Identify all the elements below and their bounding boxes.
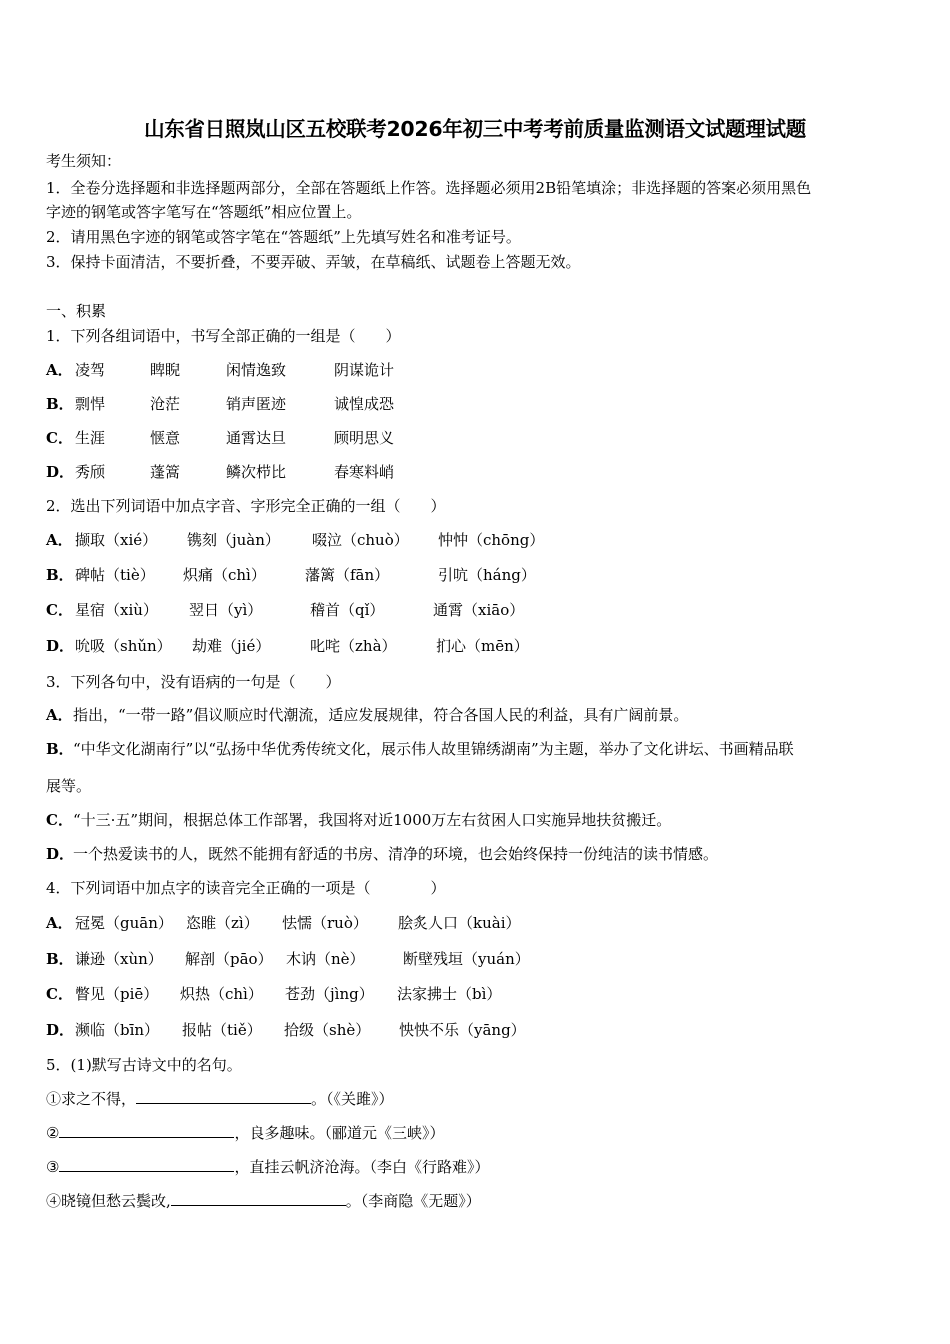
option-word: 生涯 — [75, 429, 106, 447]
q1-option-b — [46, 394, 906, 414]
q3-option-d — [46, 844, 718, 864]
line-prefix: ④晓镜但愁云鬓改, — [46, 1192, 171, 1210]
notice-item-3: 3．保持卡面清洁，不要折叠，不要弄破、弄皱，在草稿纸、试题卷上答题无效。 — [46, 253, 581, 271]
option-word: 通霄（xiāo） — [433, 601, 525, 619]
option-word: 剽悍 — [75, 395, 106, 413]
option-word: 阴谋诡计 — [334, 361, 395, 379]
option-word: 惬意 — [150, 429, 181, 447]
q2-option-d — [46, 636, 906, 656]
option-word: 炽痛（chì） — [183, 566, 266, 584]
line-suffix: ，直挂云帆济沧海。（李白《行路难》） — [234, 1158, 490, 1176]
q1-option-d — [46, 462, 906, 482]
q3-option-b-cont: 展等。 — [46, 777, 92, 795]
option-word: 解剖（pāo） — [185, 950, 273, 968]
option-word: 忡忡（chōng） — [438, 531, 545, 549]
q5-line-4 — [46, 1191, 481, 1211]
option-word: 顾明思义 — [334, 429, 395, 447]
line-suffix: 。（李商隐《无题》） — [345, 1192, 481, 1210]
notice-heading: 考生须知： — [46, 152, 122, 170]
q3-option-b — [46, 739, 794, 759]
q2-option-a — [46, 530, 906, 550]
option-word: 春寒料峭 — [334, 463, 395, 481]
q5-line-1 — [46, 1089, 394, 1109]
notice-item-1-cont: 字迹的钢笔或答字笔写在“答题纸”相应位置上。 — [46, 203, 362, 221]
notice-item-2: 2．请用黑色字迹的钢笔或答字笔在“答题纸”上先填写姓名和准考证号。 — [46, 228, 521, 246]
option-word: 星宿（xiù） — [75, 601, 158, 619]
option-word: 报帖（tiě） — [182, 1021, 262, 1039]
q2-option-c — [46, 600, 906, 620]
option-label: B． — [46, 395, 74, 413]
option-label: B． — [46, 950, 74, 968]
option-word: 沧茫 — [150, 395, 181, 413]
option-word: 睥睨 — [150, 361, 181, 379]
option-label: A． — [46, 531, 73, 549]
option-word: 碑帖（tiè） — [75, 566, 155, 584]
option-label: B． — [46, 566, 74, 584]
option-word: 翌日（yì） — [189, 601, 263, 619]
option-word: 劫难（jié） — [192, 637, 271, 655]
line-prefix: ③ — [46, 1158, 60, 1176]
option-word: 怯懦（ruò） — [282, 914, 368, 932]
option-label: D． — [46, 1021, 75, 1039]
option-word: 诚惶成恐 — [334, 395, 395, 413]
q3-option-a — [46, 705, 688, 725]
option-word: 稽首（qǐ） — [310, 601, 385, 619]
q5-line-3 — [46, 1157, 489, 1177]
option-text: 指出，“一带一路”倡议顺应时代潮流，适应发展规律，符合各国人民的利益，具有广阔前景。 — [73, 706, 689, 724]
option-word: 炽热（chì） — [180, 985, 263, 1003]
question-5-stem: 5．(1)默写古诗文中的名句。 — [46, 1056, 242, 1074]
option-word: 扪心（mēn） — [436, 637, 529, 655]
option-word: 断壁残垣（yuán） — [403, 950, 530, 968]
option-word: 濒临（bīn） — [75, 1021, 160, 1039]
option-word: 冠冕（guān） — [75, 914, 173, 932]
question-4-stem: 4．下列词语中加点字的读音完全正确的一项是（ ） — [46, 879, 446, 897]
option-word: 闲情逸致 — [226, 361, 287, 379]
line-suffix: ，良多趣味。（郦道元《三峡》） — [234, 1124, 445, 1142]
option-label: C． — [46, 811, 73, 829]
option-word: 吮吸（shǔn） — [75, 637, 172, 655]
option-label: D． — [46, 845, 75, 863]
option-word: 通霄达旦 — [226, 429, 287, 447]
option-word: 蓬篙 — [150, 463, 181, 481]
q3-option-c — [46, 810, 671, 830]
question-2-stem: 2．选出下列词语中加点字音、字形完全正确的一组（ ） — [46, 497, 446, 515]
line-prefix: ①求之不得， — [46, 1090, 137, 1108]
option-word: 鳞次栉比 — [226, 463, 287, 481]
option-label: D． — [46, 637, 75, 655]
option-text: “中华文化湖南行”以“弘扬中华优秀传统文化，展示伟人故里锦绣湖南”为主题，举办了文化讲坛、书画精品联 — [73, 740, 794, 758]
answer-blank[interactable] — [171, 1191, 346, 1206]
option-word: 销声匿迹 — [226, 395, 287, 413]
question-3-stem: 3．下列各句中，没有语病的一句是（ ） — [46, 673, 341, 691]
option-word: 木讷（nè） — [286, 950, 365, 968]
option-label: C． — [46, 985, 73, 1003]
q2-option-b — [46, 565, 906, 585]
option-label: A． — [46, 914, 73, 932]
option-text: “十三·五”期间，根据总体工作部署，我国将对近1000万左右贫困人口实施异地扶贫搬迁。 — [73, 811, 672, 829]
option-word: 拾级（shè） — [284, 1021, 371, 1039]
option-word: 瞥见（piē） — [75, 985, 159, 1003]
option-label: B． — [46, 740, 74, 758]
q4-option-c — [46, 984, 906, 1004]
option-word: 秀颀 — [75, 463, 106, 481]
q4-option-d — [46, 1020, 906, 1040]
q1-option-c — [46, 428, 906, 448]
option-word: 撷取（xié） — [75, 531, 158, 549]
notice-item-1: 1．全卷分选择题和非选择题两部分，全部在答题纸上作答。选择题必须用2B铅笔填涂；非选择题的答案必须用黑色 — [46, 179, 812, 197]
q1-option-a — [46, 360, 906, 380]
section-heading: 一、积累 — [46, 302, 107, 320]
option-word: 苍劲（jìng） — [285, 985, 374, 1003]
option-word: 法家拂士（bì） — [397, 985, 502, 1003]
option-word: 脍炙人口（kuài） — [398, 914, 521, 932]
option-word: 引吭（háng） — [438, 566, 536, 584]
option-label: A． — [46, 361, 73, 379]
question-1-stem: 1．下列各组词语中，书写全部正确的一组是（ ） — [46, 327, 401, 345]
q4-option-b — [46, 949, 906, 969]
answer-blank[interactable] — [59, 1157, 234, 1172]
option-word: 凌驾 — [75, 361, 106, 379]
page-title: 山东省日照岚山区五校联考2026年初三中考考前质量监测语文试题理试题 — [144, 117, 806, 141]
q4-option-a — [46, 913, 906, 933]
option-word: 谦逊（xùn） — [75, 950, 163, 968]
option-word: 啜泣（chuò） — [312, 531, 409, 549]
option-word: 恣睢（zì） — [186, 914, 259, 932]
option-label: A． — [46, 706, 73, 724]
answer-blank[interactable] — [59, 1123, 234, 1138]
option-word: 怏怏不乐（yāng） — [399, 1021, 526, 1039]
option-word: 藩篱（fān） — [305, 566, 390, 584]
line-prefix: ② — [46, 1124, 60, 1142]
option-label: C． — [46, 429, 73, 447]
line-suffix: 。（《关雎》） — [311, 1090, 394, 1108]
option-word: 镌刻（juàn） — [187, 531, 280, 549]
option-label: C． — [46, 601, 73, 619]
answer-blank[interactable] — [136, 1089, 311, 1104]
option-word: 叱咤（zhà） — [310, 637, 397, 655]
option-text: 一个热爱读书的人，既然不能拥有舒适的书房、清净的环境，也会始终保持一份纯洁的读书情感。 — [73, 845, 719, 863]
q5-line-2 — [46, 1123, 444, 1143]
option-label: D． — [46, 463, 75, 481]
